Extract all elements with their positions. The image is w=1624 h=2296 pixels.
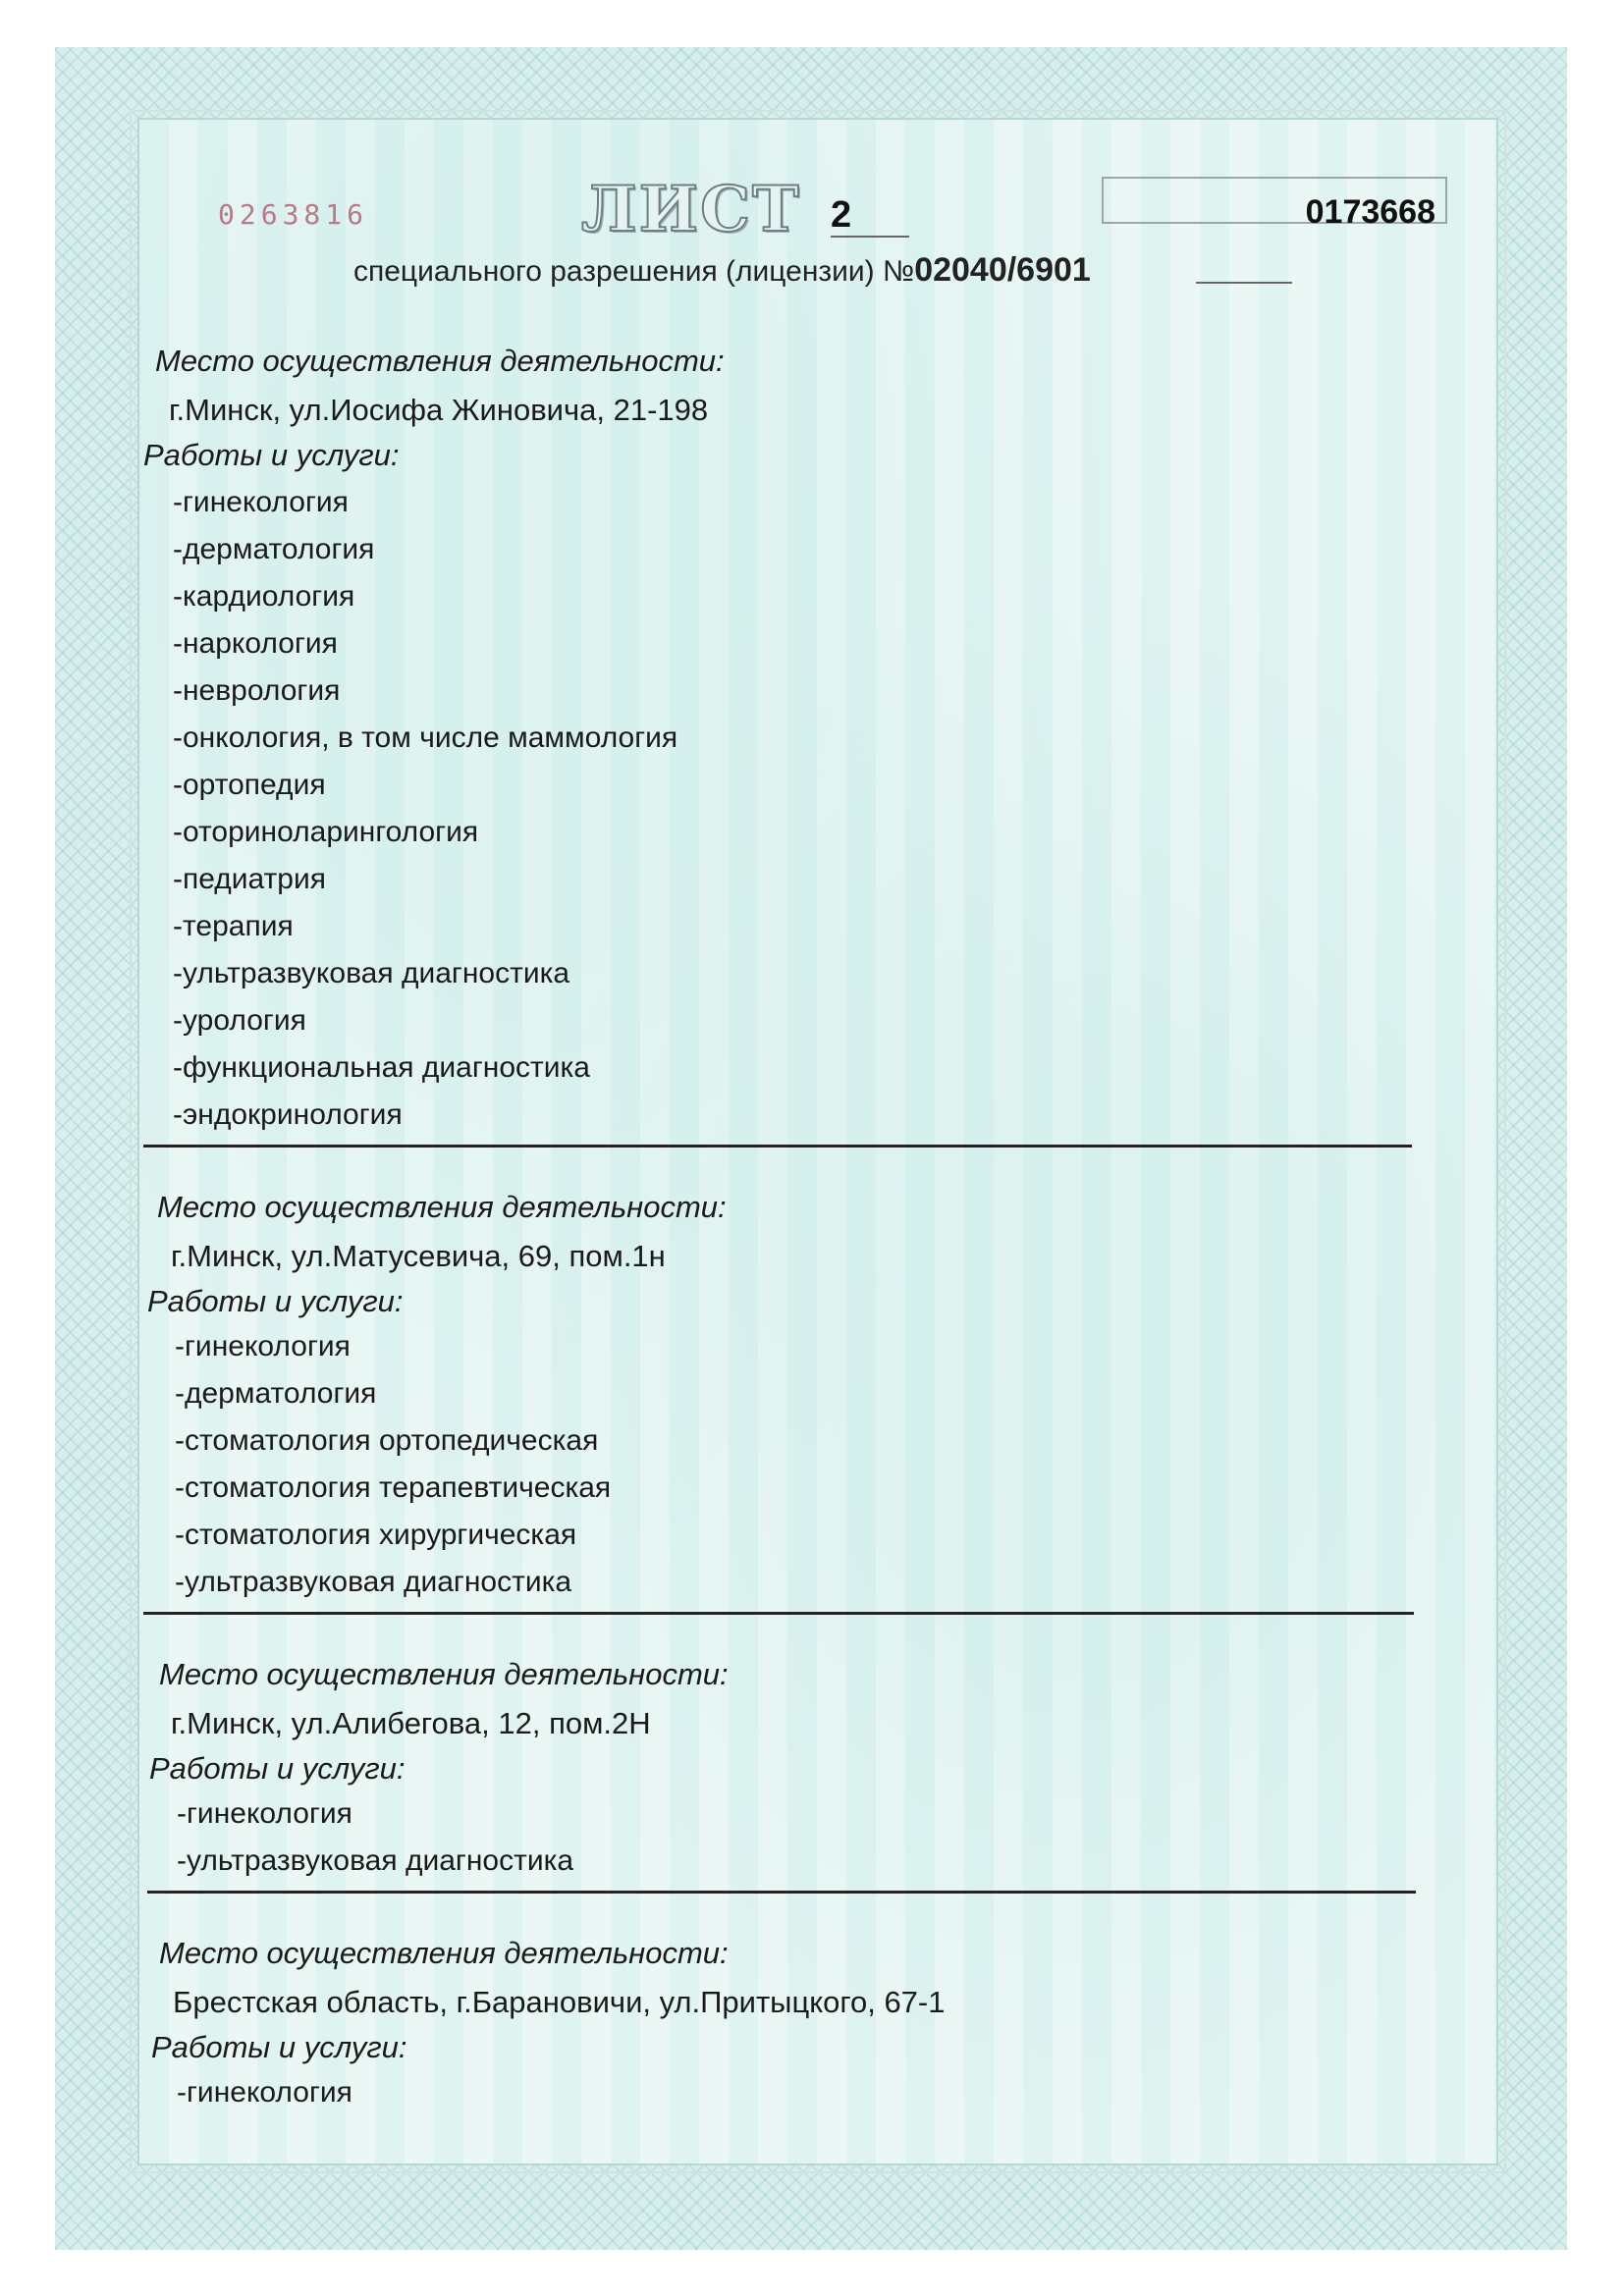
services-label: Работы и услуги:: [151, 2030, 407, 2064]
service-item: -ортопедия: [173, 769, 326, 801]
services-list: [173, 479, 677, 1139]
section-divider: [143, 1145, 1412, 1148]
service-item: -гинекология: [177, 1797, 352, 1830]
place-label: Место осуществления деятельности:: [155, 344, 725, 378]
sheet-title: ЛИСТ: [581, 173, 801, 246]
service-item: -гинекология: [175, 1330, 351, 1362]
service-item: -стоматология ортопедическая: [175, 1424, 599, 1457]
place-address: г.Минск, ул.Алибегова, 12, пом.2Н: [171, 1706, 651, 1740]
service-item: -дерматология: [175, 1377, 377, 1410]
place-label: Место осуществления деятельности:: [159, 1657, 729, 1691]
service-item: -кардиология: [173, 580, 355, 613]
section-divider: [147, 1891, 1416, 1894]
service-item: -терапия: [173, 910, 294, 942]
services-label: Работы и услуги:: [143, 438, 400, 472]
services-list: [177, 1790, 573, 1885]
license-number: 02040/6901: [914, 251, 1091, 289]
service-item: -наркология: [173, 627, 338, 660]
service-item: -педиатрия: [173, 863, 326, 895]
service-item: -дерматология: [173, 533, 375, 565]
place-address: г.Минск, ул.Иосифа Жиновича, 21-198: [169, 393, 709, 427]
services-list: [175, 1323, 611, 1606]
service-item: -функциональная диагностика: [173, 1051, 590, 1084]
service-item: -эндокринология: [173, 1098, 403, 1131]
services-list: [177, 2069, 352, 2116]
service-item: -ультразвуковая диагностика: [173, 957, 570, 989]
license-number-underline: [1196, 282, 1292, 284]
place-label: Место осуществления деятельности:: [159, 1936, 729, 1970]
service-item: -урология: [173, 1004, 306, 1037]
serial-number: 0263816: [218, 198, 369, 231]
service-item: -стоматология терапевтическая: [175, 1471, 612, 1504]
place-address: г.Минск, ул.Матусевича, 69, пом.1н: [171, 1239, 666, 1273]
sheet-number-underline: [831, 236, 909, 238]
sheet-number: 2: [831, 194, 852, 236]
license-subtitle: [353, 251, 1091, 290]
section-divider: [143, 1612, 1414, 1615]
service-item: -гинекология: [173, 486, 349, 518]
service-item: -гинекология: [177, 2076, 352, 2109]
subtitle-text: специального разрешения (лицензии) №: [353, 255, 915, 288]
place-address: Брестская область, г.Барановичи, ул.Притыцкого, 67-1: [173, 1985, 946, 2019]
service-item: -онкология, в том числе маммология: [173, 721, 678, 754]
service-item: -оториноларингология: [173, 816, 479, 848]
form-number: 0173668: [1305, 193, 1435, 231]
service-item: -ультразвуковая диагностика: [175, 1566, 572, 1598]
services-label: Работы и услуги:: [149, 1751, 406, 1786]
services-label: Работы и услуги:: [147, 1284, 404, 1318]
place-label: Место осуществления деятельности:: [157, 1190, 727, 1224]
service-item: -ультразвуковая диагностика: [177, 1844, 574, 1877]
service-item: -стоматология хирургическая: [175, 1519, 577, 1551]
service-item: -неврология: [173, 674, 341, 707]
